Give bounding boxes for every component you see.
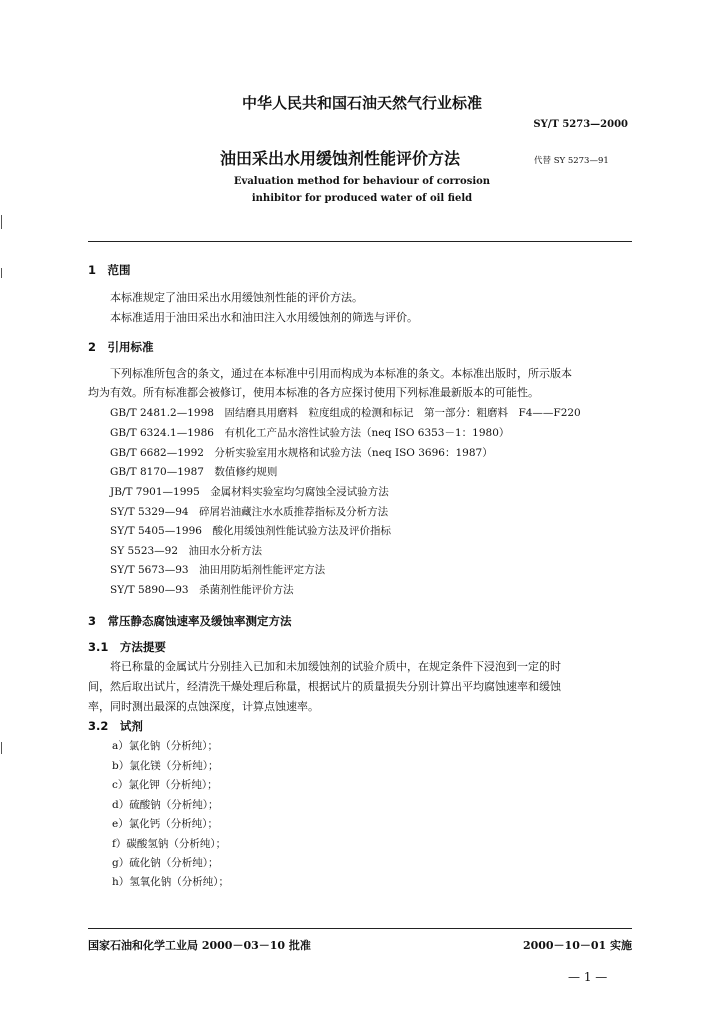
- reference-item: SY/T 5329—94 碎屑岩油藏注水水质推荐指标及分析方法: [110, 506, 389, 518]
- section-3-heading: 3 常压静态腐蚀速率及缓蚀率测定方法: [88, 614, 292, 628]
- scan-edge-mark: [1, 742, 2, 754]
- document-title: 油田采出水用缓蚀剂性能评价方法: [220, 149, 461, 168]
- reference-item: JB/T 7901—1995 金属材料实验室均匀腐蚀全浸试验方法: [110, 486, 389, 498]
- scan-edge-mark: [1, 268, 2, 278]
- english-title-line-2: inhibitor for produced water of oil field: [251, 193, 473, 204]
- standard-number: SY/T 5273—2000: [533, 119, 628, 130]
- reference-item: GB/T 6324.1—1986 有机化工产品水溶性试验方法（neq ISO 6353－1：1980）: [110, 427, 510, 439]
- reagent-item: e）氯化钙（分析纯）；: [112, 818, 218, 830]
- subsection-3-1-line-2: 间，然后取出试片，经清洗干燥处理后称量，根据试片的质量损失分别计算出平均腐蚀速率和缓蚀: [88, 680, 561, 693]
- section-1-paragraph-2: 本标准适用于油田采出水和油田注入水用缓蚀剂的筛选与评价。: [110, 311, 418, 324]
- reagent-item: a）氯化钠（分析纯）；: [112, 740, 219, 752]
- subsection-3-1-line-3: 率，同时测出最深的点蚀深度，计算点蚀速率。: [88, 700, 319, 713]
- replaces-note: 代替 SY 5273—91: [534, 156, 609, 166]
- english-title-line-1: Evaluation method for behaviour of corrosion: [233, 176, 491, 187]
- reference-item: SY 5523—92 油田水分析方法: [110, 545, 263, 557]
- subsection-3-1-heading: 3.1 方法提要: [88, 640, 166, 654]
- effective-date: 2000－10－01 实施: [522, 939, 632, 952]
- reagent-item: h）氢氧化钠（分析纯）；: [112, 876, 230, 888]
- section-2-paragraph-line-1: 下列标准所包含的条文，通过在本标准中引用而构成为本标准的条文。本标准出版时，所示版本: [110, 367, 572, 380]
- reagent-item: g）硫化钠（分析纯）；: [112, 857, 219, 869]
- reference-item: GB/T 2481.2—1998 固结磨具用磨料 粒度组成的检测和标记 第一部分：粗磨料 F4——F220: [110, 407, 581, 419]
- reference-item: SY/T 5890—93 杀菌剂性能评价方法: [110, 584, 294, 596]
- header-divider: [88, 241, 632, 242]
- reagent-item: f）碳酸氢钠（分析纯）；: [112, 838, 227, 850]
- section-1-paragraph-1: 本标准规定了油田采出水用缓蚀剂性能的评价方法。: [110, 291, 363, 304]
- reference-item: GB/T 8170—1987 数值修约规则: [110, 466, 278, 478]
- approval-date: 国家石油和化学工业局 2000－03－10 批准: [88, 939, 311, 952]
- page-number: — 1 —: [568, 970, 608, 984]
- subsection-3-1-line-1: 将已称量的金属试片分别挂入已加和未加缓蚀剂的试验介质中，在规定条件下浸泡到一定的时: [110, 660, 561, 673]
- section-1-heading: 1 范围: [88, 263, 131, 277]
- section-2-heading: 2 引用标准: [88, 340, 154, 354]
- scan-edge-mark: [1, 215, 2, 229]
- reagent-item: b）氯化镁（分析纯）；: [112, 760, 219, 772]
- subsection-3-2-heading: 3.2 试剂: [88, 719, 143, 733]
- reference-item: SY/T 5673—93 油田用防垢剂性能评定方法: [110, 564, 326, 576]
- footer-divider: [88, 928, 632, 929]
- section-2-paragraph-line-2: 均为有效。所有标准都会被修订，使用本标准的各方应探讨使用下列标准最新版本的可能性。: [88, 386, 539, 399]
- reagent-item: d）硫酸钠（分析纯）；: [112, 799, 219, 811]
- issuing-organization: 中华人民共和国石油天然气行业标准: [241, 94, 482, 112]
- reference-item: GB/T 6682—1992 分析实验室用水规格和试验方法（neq ISO 3696：1987）: [110, 447, 493, 459]
- reference-item: SY/T 5405—1996 酸化用缓蚀剂性能试验方法及评价指标: [110, 525, 391, 537]
- reagent-item: c）氯化钾（分析纯）；: [112, 779, 218, 791]
